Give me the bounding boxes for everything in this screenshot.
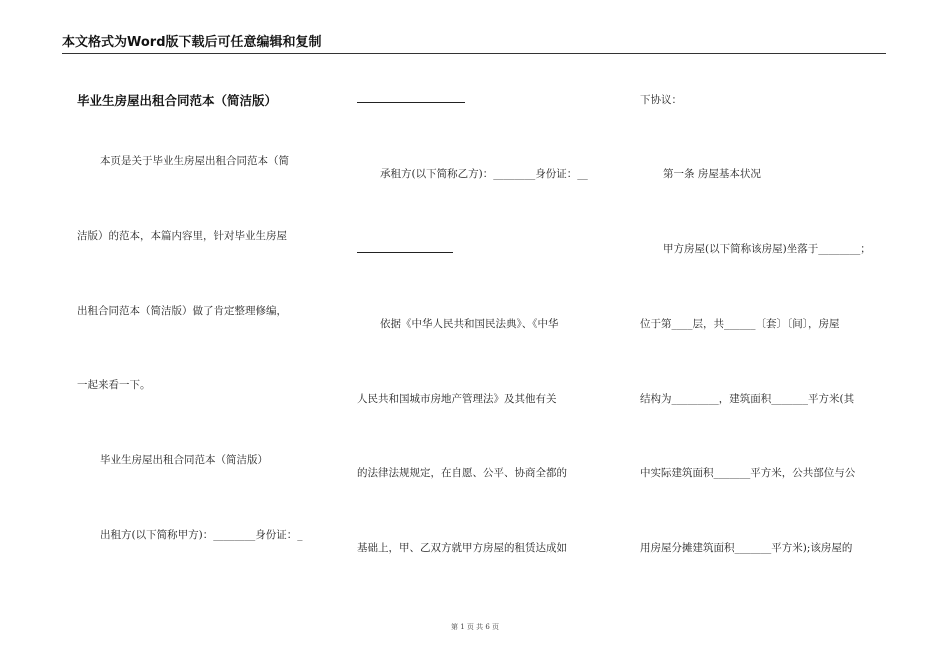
col2-line-1: 承租方(以下简称乙方)：________身份证：__ <box>380 168 588 180</box>
col2-line-2: 依据《中华人民共和国民法典》、《中华 <box>380 318 559 330</box>
col3-line-3: 甲方房屋(以下简称该房屋)坐落于________； <box>663 243 871 255</box>
col1-line-5: 毕业生房屋出租合同范本（简洁版） <box>100 454 268 466</box>
page-number-footer: 第 1 页 共 6 页 <box>450 623 500 631</box>
document-title: 毕业生房屋出租合同范本（简洁版） <box>77 93 278 108</box>
col3-line-1: 下协议： <box>640 94 682 106</box>
col3-line-2: 第一条 房屋基本状况 <box>663 168 761 180</box>
col3-line-5: 结构为_________，建筑面积_______平方米(其 <box>640 393 855 405</box>
col1-line-3: 出租合同范本（简洁版）做了肯定整理修编， <box>77 305 287 317</box>
col1-line-1: 本页是关于毕业生房屋出租合同范本（简 <box>100 155 289 167</box>
col2-blank-line-top <box>357 102 465 103</box>
col1-line-2: 洁版）的范本，本篇内容里，针对毕业生房屋 <box>77 230 287 242</box>
col3-line-6: 中实际建筑面积_______平方米，公共部位与公 <box>640 467 856 479</box>
col2-line-5: 基础上，甲、乙双方就甲方房屋的租赁达成如 <box>357 542 567 554</box>
col3-line-7: 用房屋分摊建筑面积_______平方米);该房屋的 <box>640 542 853 554</box>
col2-line-4: 的法律法规规定，在自愿、公平、协商全都的 <box>357 467 567 479</box>
col2-blank-line-mid <box>357 252 453 253</box>
header-title: 本文格式为Word版下载后可任意编辑和复制 <box>62 35 322 50</box>
col1-line-6: 出租方(以下简称甲方)：________身份证：_ <box>100 529 303 541</box>
page-header <box>62 34 886 54</box>
col2-line-3: 人民共和国城市房地产管理法》及其他有关 <box>357 393 557 405</box>
col1-line-4: 一起来看一下。 <box>77 379 151 391</box>
col3-line-4: 位于第____层，共______〔套〕〔间〕，房屋 <box>640 318 840 330</box>
